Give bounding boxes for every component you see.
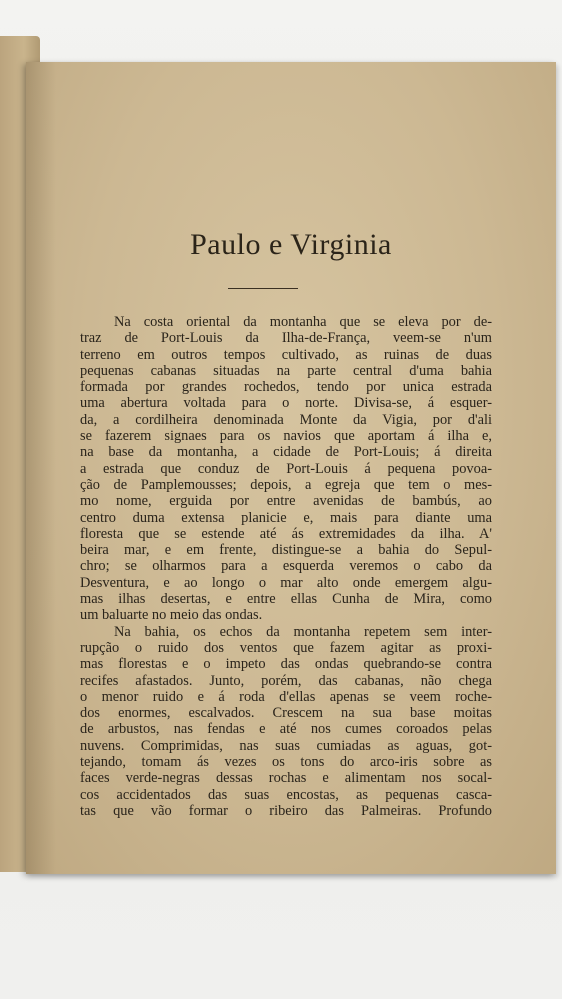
text-line: de arbustos, nas fendas e até nos cumes coroados pelas	[80, 721, 492, 738]
text-line: chro; se olharmos para a esquerda veremos o cabo da	[80, 558, 492, 575]
body-text	[80, 314, 492, 819]
text-line: Na bahia, os echos da montanha repetem sem inter-	[114, 623, 492, 640]
text-line: centro duma extensa planicie e, mais para diante uma	[80, 509, 492, 526]
text-line: mas florestas e o impeto das ondas quebrando-se contra	[80, 656, 492, 673]
text-line: rupção o ruido dos ventos que fazem agitar as proxi-	[80, 639, 492, 656]
book-page	[26, 62, 556, 874]
text-line: cos accidentados das suas encostas, as pequenas casca-	[80, 786, 492, 803]
paragraph-1	[80, 314, 492, 624]
text-line: Na costa oriental da montanha que se eleva por de-	[114, 314, 492, 330]
text-line: da, a cordilheira denominada Monte da Vigia, por d'ali	[80, 411, 492, 428]
text-line: nuvens. Comprimidas, nas suas cumiadas as aguas, got-	[80, 737, 492, 754]
text-line: faces verde-negras dessas rochas e alimentam nos socal-	[80, 770, 492, 787]
text-line: uma abertura voltada para o norte. Divisa-se, á esquer-	[80, 395, 492, 412]
text-line: pequenas cabanas situadas na parte central d'uma bahia	[80, 362, 492, 379]
text-line: tejando, tomam ás vezes os tons do arco-iris sobre as	[80, 754, 492, 771]
text-line: formada por grandes rochedos, tendo por unica estrada	[80, 379, 492, 396]
text-line: tas que vão formar o ribeiro das Palmeiras. Profundo	[80, 802, 492, 819]
text-line: recifes afastados. Junto, porém, das cabanas, não chega	[80, 672, 492, 689]
text-line: mas ilhas desertas, e entre ellas Cunha de Mira, como	[80, 591, 492, 608]
text-line: mo nome, erguida por entre avenidas de bambús, ao	[80, 493, 492, 510]
text-line: o menor ruido e á roda d'ellas apenas se veem roche-	[80, 688, 492, 705]
chapter-title: Paulo e Virginia	[190, 228, 392, 261]
text-line: terreno em outros tempos cultivado, as ruinas de duas	[80, 346, 492, 363]
text-line: na base da montanha, a cidade de Port-Louis; á direita	[80, 444, 492, 461]
text-line: traz de Port-Louis da Ilha-de-França, veem-se n'um	[80, 330, 492, 347]
text-line: dos enormes, escalvados. Crescem na sua base moitas	[80, 705, 492, 722]
text-line: Desventura, e ao longo o mar alto onde emergem algu-	[80, 574, 492, 591]
text-line: ção de Pamplemousses; depois, a egreja que tem o mes-	[80, 476, 492, 493]
text-line: um baluarte no meio das ondas.	[80, 607, 263, 624]
title-divider	[228, 288, 298, 289]
text-line: floresta que se estende até ás extremidades da ilha. A'	[80, 525, 492, 542]
text-line: a estrada que conduz de Port-Louis á pequena povoa-	[80, 460, 492, 477]
text-line: beira mar, e em frente, distingue-se a bahia do Sepul-	[80, 542, 492, 559]
text-line: se fazerem signaes para os navios que aportam á ilha e,	[80, 428, 492, 445]
paragraph-2	[80, 624, 492, 820]
